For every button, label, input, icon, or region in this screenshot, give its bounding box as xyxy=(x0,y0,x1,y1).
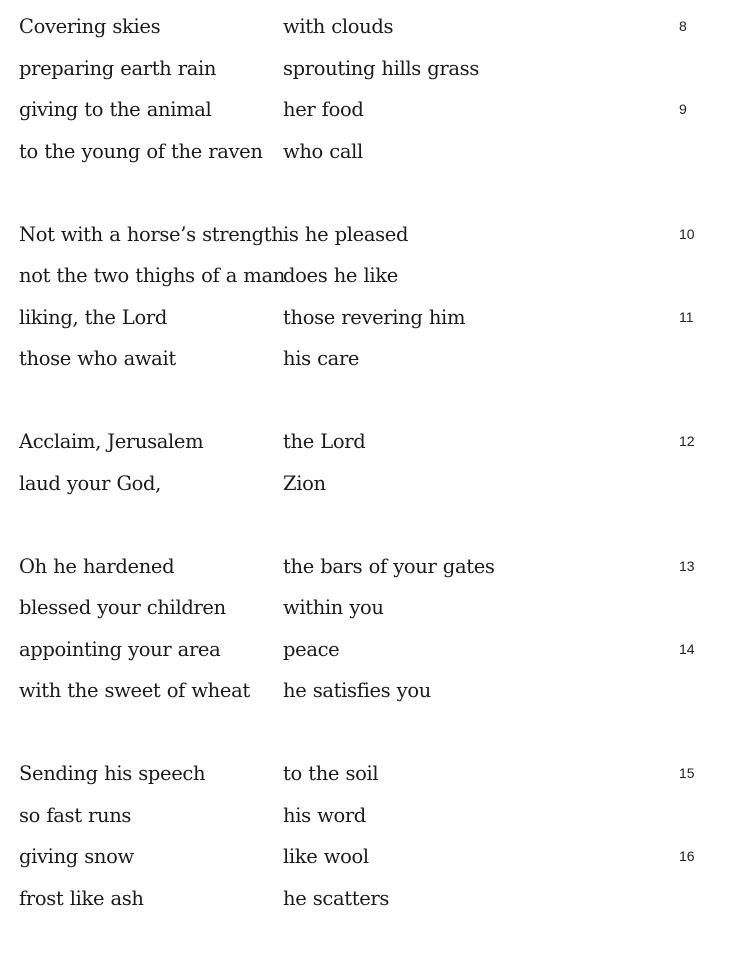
line-first-half: giving to the animal xyxy=(19,98,212,121)
stanza xyxy=(19,214,719,380)
poem-line xyxy=(19,795,719,837)
line-first-half: blessed your children xyxy=(19,596,226,619)
line-first-half: Not with a horse’s strength xyxy=(19,222,284,246)
verse-number: 12 xyxy=(679,433,695,449)
verse-number: 9 xyxy=(679,101,687,117)
poem-line xyxy=(19,338,719,380)
line-first-half: Acclaim, Jerusalem xyxy=(19,430,204,453)
line-second-half: does he like xyxy=(283,264,398,287)
line-second-half: who call xyxy=(283,139,363,163)
line-first-half: so fast runs xyxy=(19,803,132,827)
line-second-half: with clouds xyxy=(283,15,394,38)
line-first-half: Oh he hardened xyxy=(19,554,175,578)
poem-line xyxy=(19,546,719,588)
line-second-half: her food xyxy=(283,98,364,121)
line-second-half: the bars of your gates xyxy=(283,554,495,578)
poem-text xyxy=(19,6,719,961)
line-second-half: is he pleased xyxy=(283,222,409,246)
line-first-half: to the young of the raven xyxy=(19,139,263,163)
line-second-half: his word xyxy=(283,803,366,827)
line-first-half: giving snow xyxy=(19,845,134,868)
line-second-half: sprouting hills grass xyxy=(283,56,479,80)
verse-number: 16 xyxy=(679,848,695,864)
line-second-half: he scatters xyxy=(283,886,390,910)
verse-number: 11 xyxy=(679,308,694,325)
line-second-half: his care xyxy=(283,347,360,370)
line-second-half: he satisfies you xyxy=(283,679,431,702)
verse-number: 8 xyxy=(679,18,687,34)
poem-line xyxy=(19,297,719,339)
poem-line xyxy=(19,255,719,297)
line-second-half: those revering him xyxy=(283,305,466,329)
line-first-half: those who await xyxy=(19,347,176,370)
line-first-half: preparing earth rain xyxy=(19,56,217,80)
poem-line xyxy=(19,670,719,712)
line-first-half: Covering skies xyxy=(19,15,161,38)
line-second-half: the Lord xyxy=(283,430,366,453)
verse-number: 15 xyxy=(679,765,695,781)
stanza xyxy=(19,546,719,712)
line-first-half: frost like ash xyxy=(19,886,144,910)
poem-line xyxy=(19,48,719,90)
line-second-half: to the soil xyxy=(283,762,379,785)
poem-line xyxy=(19,587,719,629)
verse-number: 10 xyxy=(679,225,695,242)
line-first-half: laud your God, xyxy=(19,471,162,495)
line-first-half: liking, the Lord xyxy=(19,305,167,329)
stanza xyxy=(19,6,719,172)
poem-line xyxy=(19,753,719,795)
line-first-half: Sending his speech xyxy=(19,762,206,785)
poem-line xyxy=(19,131,719,173)
poem-line xyxy=(19,214,719,256)
verse-number: 14 xyxy=(679,640,695,657)
verse-number: 13 xyxy=(679,557,695,574)
stanza xyxy=(19,421,719,504)
line-second-half: like wool xyxy=(283,845,369,868)
line-first-half: not the two thighs of a man xyxy=(19,264,286,287)
poem-line xyxy=(19,836,719,878)
line-second-half: within you xyxy=(283,596,384,619)
line-second-half: peace xyxy=(283,637,340,661)
poem-line xyxy=(19,89,719,131)
stanza xyxy=(19,753,719,919)
line-first-half: with the sweet of wheat xyxy=(19,679,250,702)
line-second-half: Zion xyxy=(283,471,326,495)
poem-line xyxy=(19,463,719,505)
poem-line xyxy=(19,421,719,463)
line-first-half: appointing your area xyxy=(19,637,221,661)
poem-line xyxy=(19,6,719,48)
poem-line xyxy=(19,878,719,920)
poem-line xyxy=(19,629,719,671)
